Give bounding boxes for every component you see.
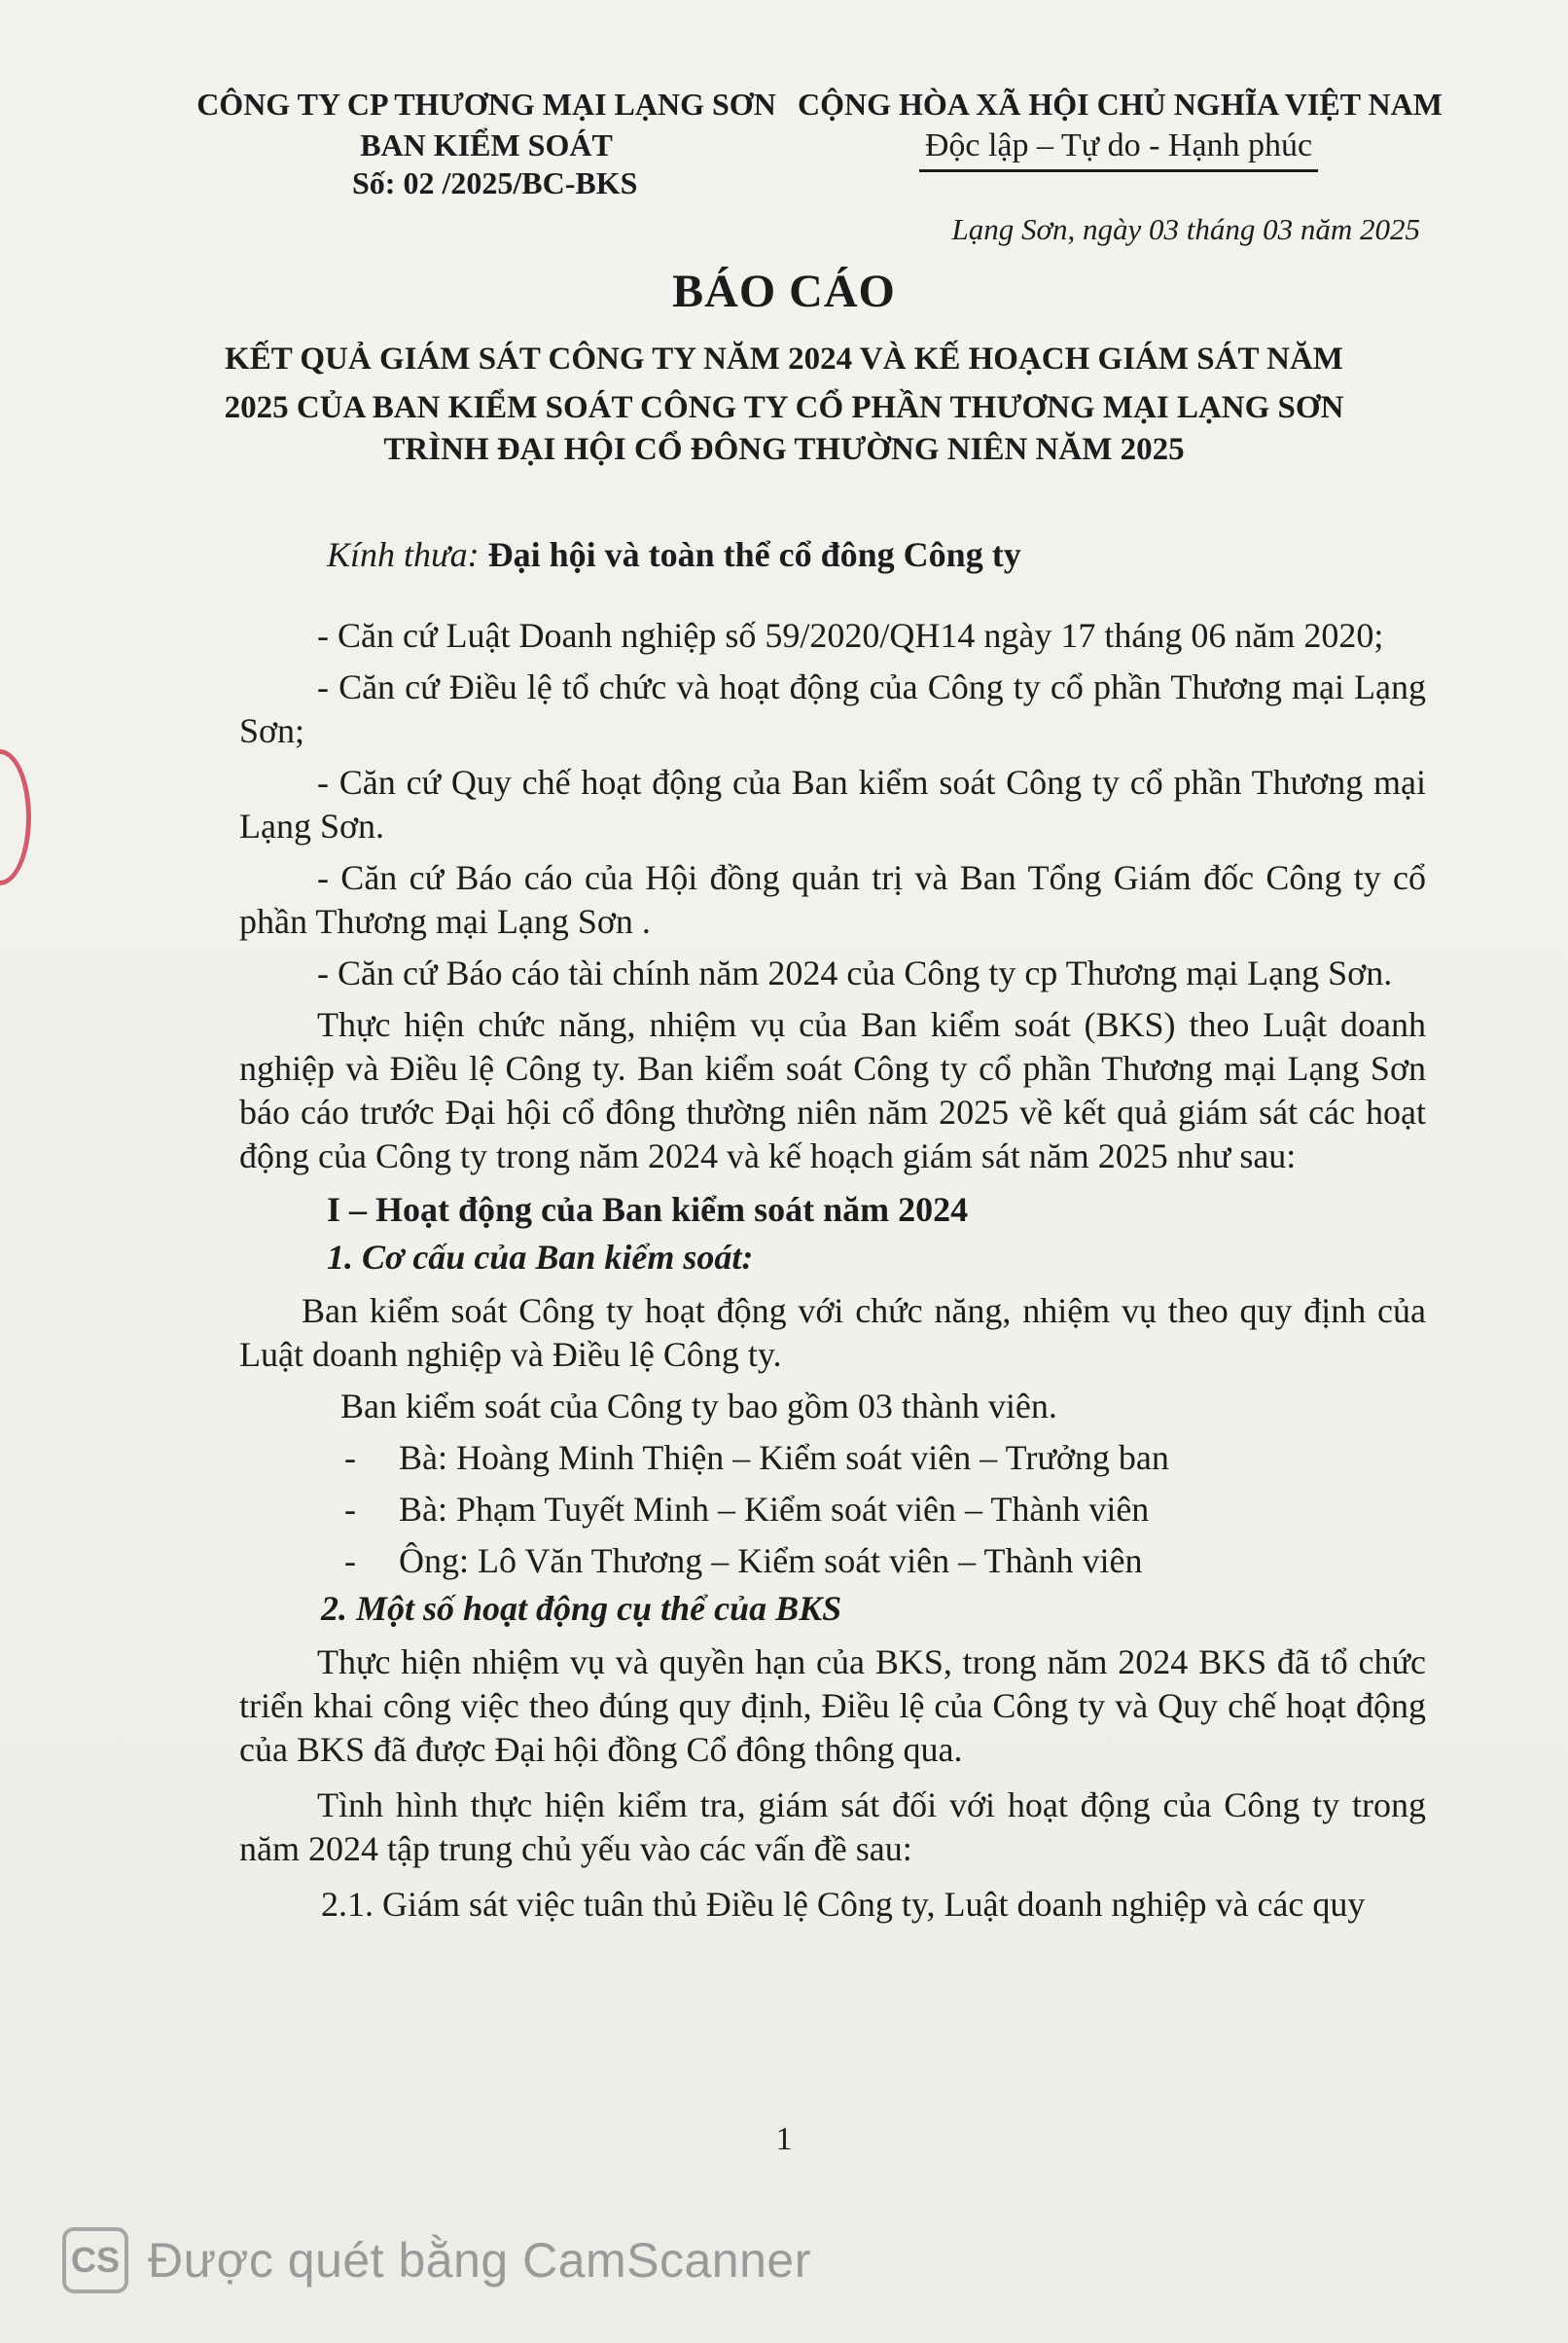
page-number: 1 [775,2121,793,2157]
subtitle-line-2: 2025 CỦA BAN KIỂM SOÁT CÔNG TY CỔ PHẦN THƯƠNG MẠI LẠNG SƠN [224,390,1344,425]
basis-item: - Căn cứ Quy chế hoạt động của Ban kiểm soát Công ty cổ phần Thương mại Lạng Sơn. [239,763,1426,846]
basis-item: - Căn cứ Báo cáo của Hội đồng quản trị và Ban Tổng Giám đốc Công ty cổ phần Thương mại Lạng Sơn . [239,858,1426,941]
basis-item: - Căn cứ Điều lệ tổ chức và hoạt động của Công ty cổ phần Thương mại Lạng Sơn; [239,667,1426,750]
report-subtitle [0,335,1568,432]
member-item [239,1488,1426,1532]
inspection-paragraph: Tình hình thực hiện kiểm tra, giám sát đối với hoạt động của Công ty trong năm 2024 tập trung chủ yếu vào các vấn đề sau: [239,1785,1426,1868]
greeting [239,533,1426,577]
basis-item: - Căn cứ Luật Doanh nghiệp số 59/2020/QH14 ngày 17 tháng 06 năm 2020; [317,616,1384,655]
report-title: BÁO CÁO [672,266,896,317]
subtitle-line-1: KẾT QUẢ GIÁM SÁT CÔNG TY NĂM 2024 VÀ KẾ HOẠCH GIÁM SÁT NĂM [225,342,1343,377]
greeting-text: Đại hội và toàn thể cổ đông Công ty [487,535,1021,574]
members-intro: Ban kiểm soát của Công ty bao gồm 03 thành viên. [340,1387,1057,1425]
header-left [195,84,778,165]
member-item [239,1539,1426,1583]
subsection-heading: 2. Một số hoạt động cụ thể của BKS [321,1589,842,1628]
greeting-label: Kính thưa: [327,535,480,574]
header-right [798,84,1443,172]
subsection-heading: 1. Cơ cấu của Ban kiểm soát: [327,1238,754,1277]
date-line: Lạng Sơn, ngày 03 tháng 03 năm 2025 [951,212,1420,246]
national-motto: Độc lập – Tự do - Hạnh phúc [924,127,1313,163]
subtitle-line-3: TRÌNH ĐẠI HỘI CỔ ĐÔNG THƯỜNG NIÊN NĂM 2025 [383,432,1185,467]
camscanner-text: Được quét bằng CamScanner [148,2233,811,2288]
section-heading: I – Hoạt động của Ban kiểm soát năm 2024 [327,1190,969,1229]
department-name: BAN KIỂM SOÁT [360,127,613,162]
document-body [239,533,1426,1927]
member-item [239,1436,1426,1480]
camscanner-watermark [62,2226,811,2294]
activities-paragraph: Thực hiện nhiệm vụ và quyền hạn của BKS, trong năm 2024 BKS đã tổ chức triển khai công việc theo đúng quy định, Điều lệ của Công ty và Quy chế hoạt động của BKS đã được Đại hội đồng Cổ đông thông qua. [239,1642,1426,1769]
intro-paragraph: Thực hiện chức năng, nhiệm vụ của Ban kiểm soát (BKS) theo Luật doanh nghiệp và Điều lệ Công ty. Ban kiểm soát Công ty cổ phần Thương mại Lạng Sơn báo cáo trước Đại hội cổ đông thường niên năm 2025 về kết quả giám sát các hoạt động của Công ty trong năm 2024 và kế hoạch giám sát năm 2025 như sau: [239,1005,1426,1175]
basis-item: - Căn cứ Báo cáo tài chính năm 2024 của Công ty cp Thương mại Lạng Sơn. [317,954,1393,992]
member-text: Bà: Phạm Tuyết Minh – Kiểm soát viên – Thành viên [399,1490,1150,1529]
national-title: CỘNG HÒA XÃ HỘI CHỦ NGHĨA VIỆT NAM [798,87,1443,122]
motto-underline [919,169,1318,172]
subsection-2-1: 2.1. Giám sát việc tuân thủ Điều lệ Công ty, Luật doanh nghiệp và các quy [321,1885,1366,1924]
document-number: Số: 02 /2025/BC-BKS [352,165,638,200]
member-text: Ông: Lô Văn Thương – Kiểm soát viên – Thành viên [399,1541,1143,1580]
member-text: Bà: Hoàng Minh Thiện – Kiểm soát viên – Trưởng ban [399,1438,1169,1477]
camscanner-logo-icon: CS [62,2227,128,2293]
company-name: CÔNG TY CP THƯƠNG MẠI LẠNG SƠN [196,87,776,122]
red-seal-edge [0,749,31,885]
structure-paragraph: Ban kiểm soát Công ty hoạt động với chức năng, nhiệm vụ theo quy định của Luật doanh nghiệp và Điều lệ Công ty. [239,1291,1426,1374]
